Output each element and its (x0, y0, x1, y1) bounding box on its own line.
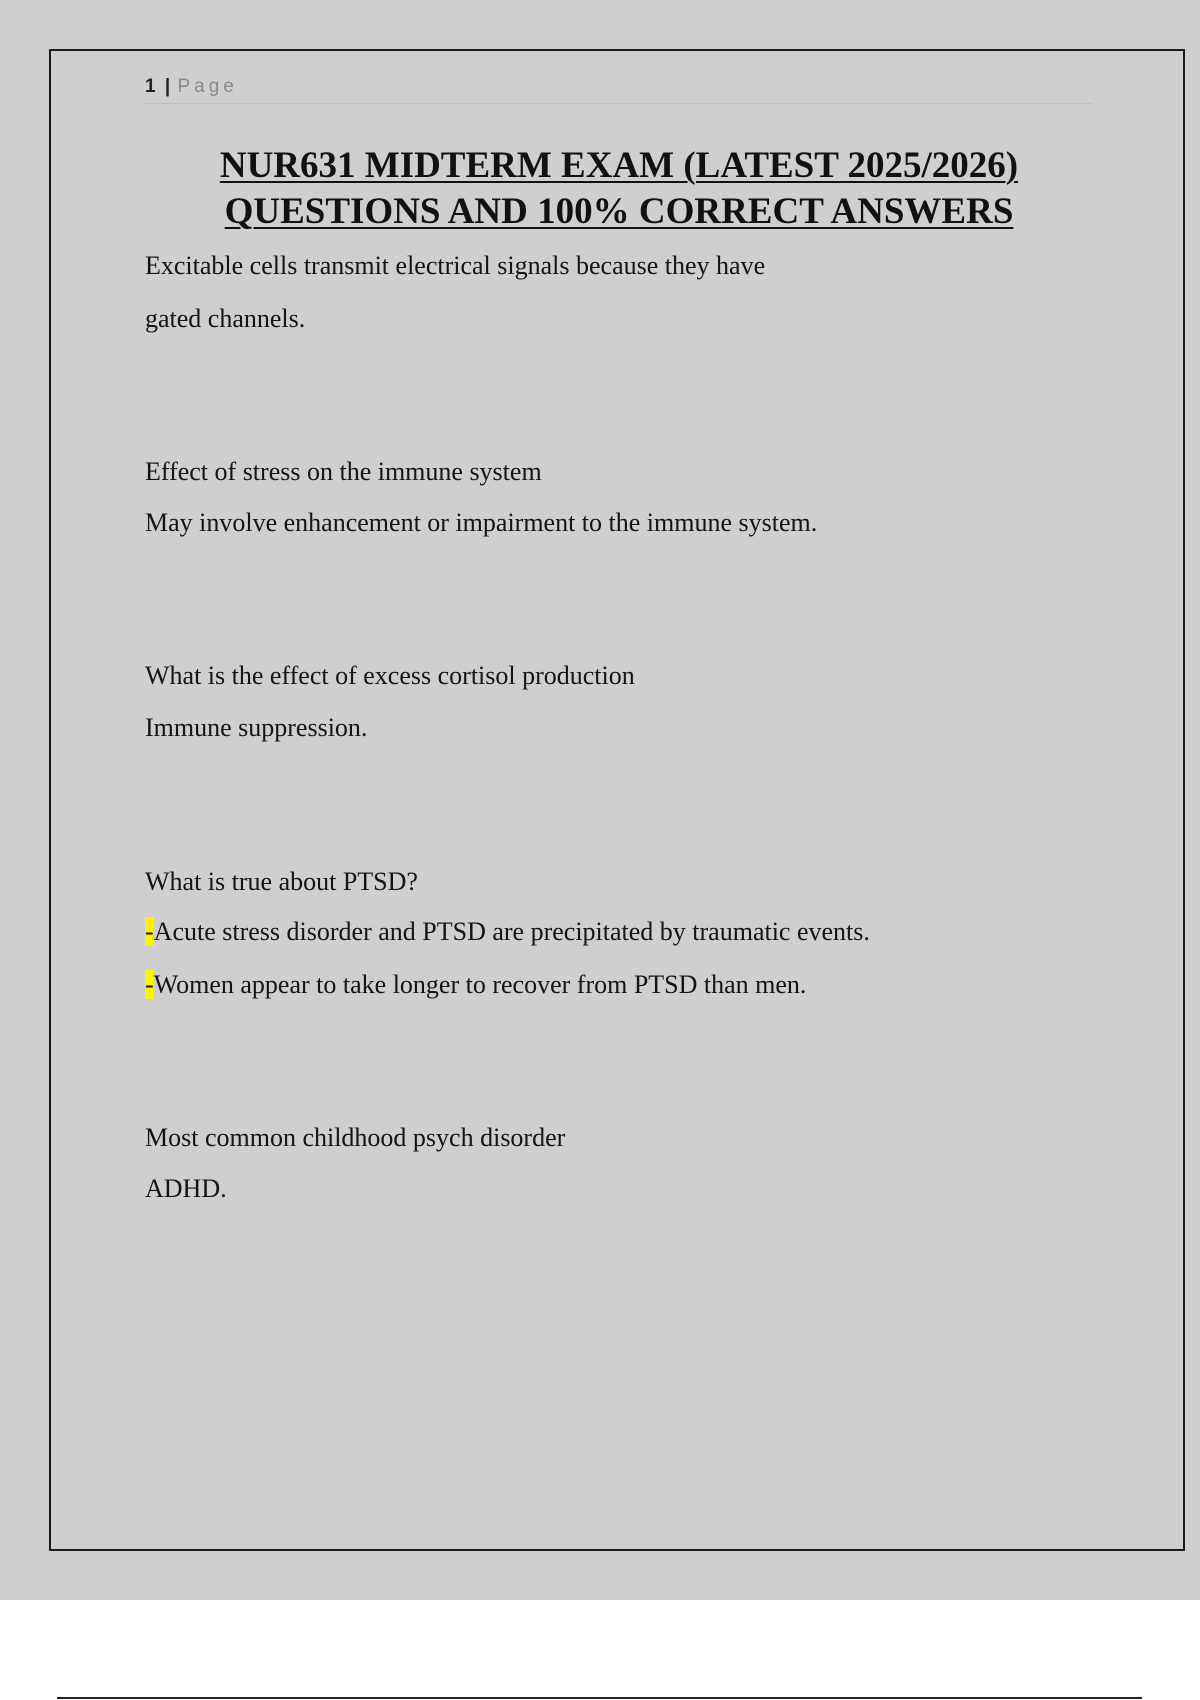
answer-2: May involve enhancement or impairment to the immune system. (145, 508, 818, 537)
answer-4-item-1 (145, 916, 870, 948)
title-line-2: QUESTIONS AND 100% CORRECT ANSWERS (224, 191, 1014, 232)
question-3: What is the effect of excess cortisol production (145, 661, 635, 690)
answer-1: gated channels. (145, 304, 306, 333)
question-5: Most common childhood psych disorder (145, 1123, 566, 1152)
page-label: Page (177, 76, 238, 97)
answer-4-item-2 (145, 969, 806, 1001)
highlighted-bullet: - (145, 917, 154, 946)
answer-4-item-2-text: Women appear to take longer to recover from PTSD than men. (153, 970, 807, 999)
question-2: Effect of stress on the immune system (145, 457, 542, 486)
footer-rule (57, 1697, 1142, 1699)
highlighted-bullet: - (145, 970, 154, 999)
page-number: 1 (145, 76, 156, 97)
question-1: Excitable cells transmit electrical signals because they have (145, 251, 766, 280)
title-line-1: NUR631 MIDTERM EXAM (LATEST 2025/2026) (219, 145, 1019, 186)
answer-4-item-1-text: Acute stress disorder and PTSD are precipitated by traumatic events. (153, 917, 870, 946)
answer-5: ADHD. (145, 1174, 227, 1203)
header-separator: | (164, 76, 171, 97)
question-4: What is true about PTSD? (145, 867, 418, 896)
page-header (145, 74, 1093, 104)
answer-3: Immune suppression. (145, 713, 368, 742)
document-title (145, 143, 1093, 235)
